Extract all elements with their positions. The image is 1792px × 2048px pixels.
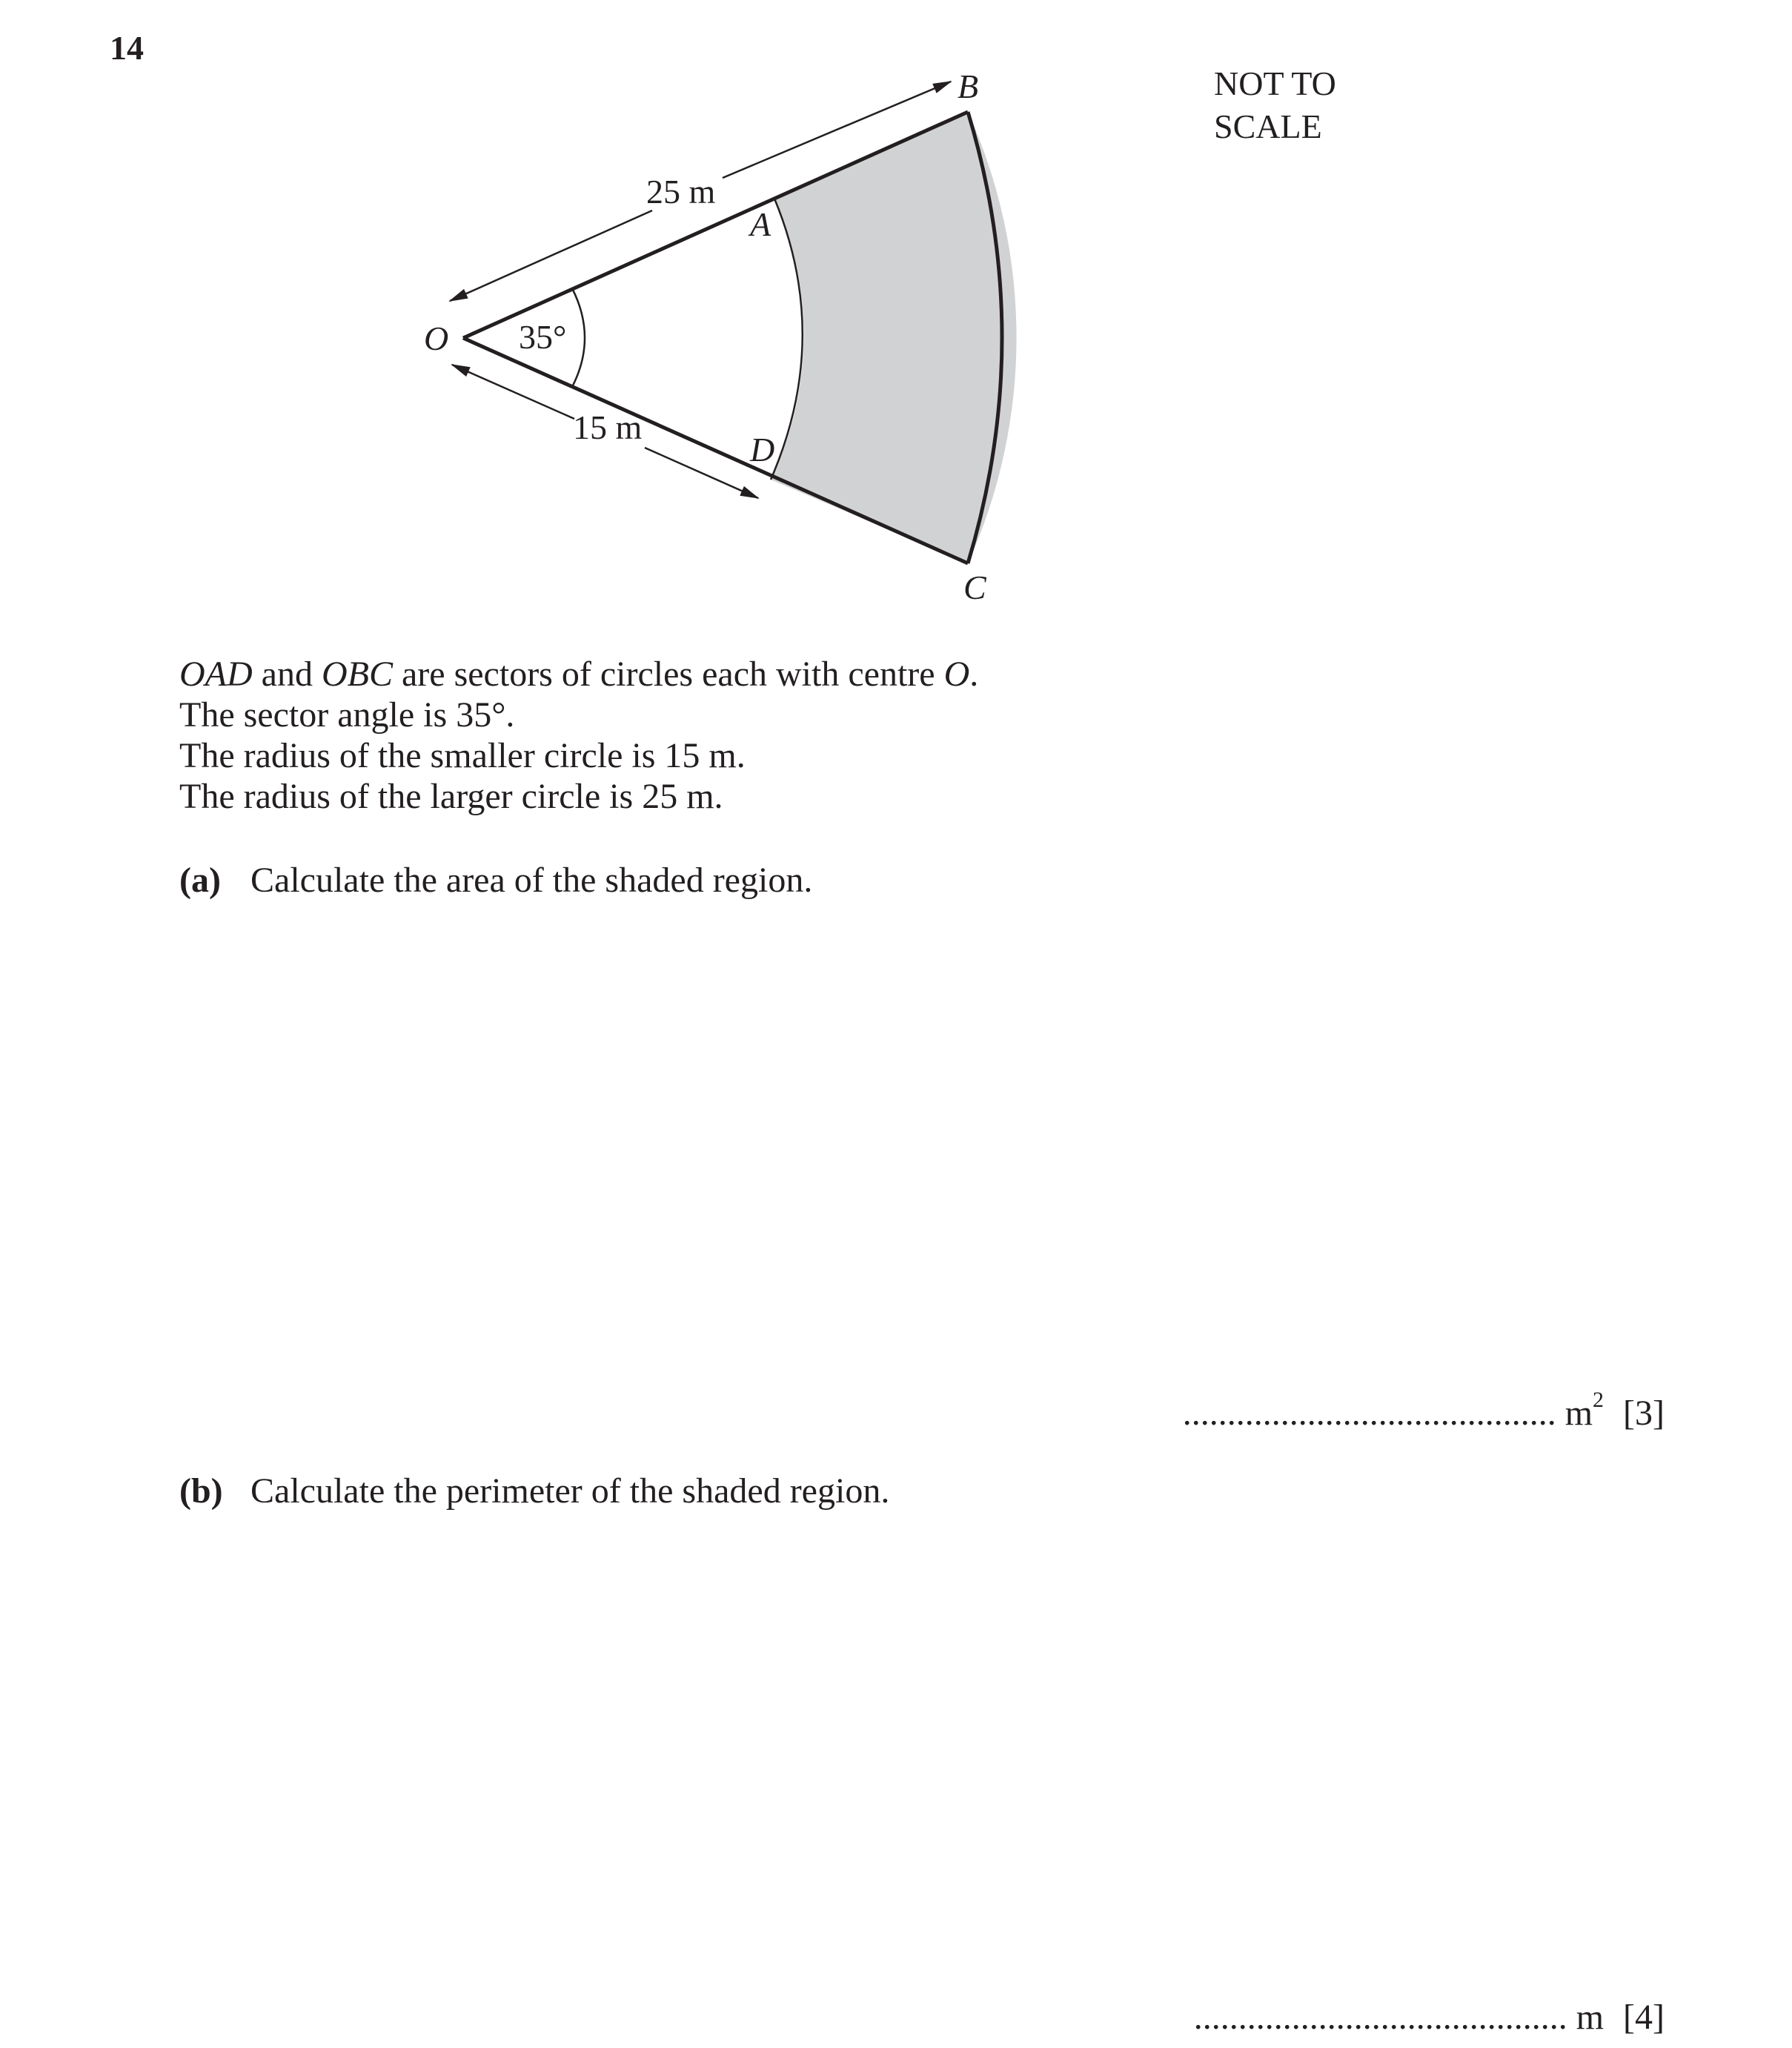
part-a-answer-unit-sup: 2: [1593, 1388, 1604, 1412]
intro-centre-o: O: [943, 655, 970, 694]
intro-text-period: .: [969, 655, 979, 694]
part-b-label: (b): [179, 1471, 223, 1511]
dimension-15m-right: [645, 448, 758, 498]
question-intro: [179, 654, 978, 817]
part-a-question: [179, 860, 812, 901]
label-15m: 15 m: [573, 408, 643, 446]
label-C: C: [963, 569, 986, 606]
part-b-answer-dots[interactable]: ..........................................: [1193, 1998, 1567, 2037]
part-a-answer-dots[interactable]: ..........................................: [1182, 1393, 1556, 1433]
intro-sector-oad: OAD: [179, 655, 253, 694]
part-a-answer-unit: m: [1564, 1393, 1593, 1433]
label-B: B: [958, 67, 979, 105]
dimension-25m-lower: [450, 211, 652, 301]
part-a-answer-line[interactable]: [1183, 1388, 1665, 1434]
intro-text-and: and: [252, 655, 322, 694]
part-a-text: Calculate the area of the shaded region.: [250, 861, 813, 900]
part-a-label: (a): [179, 861, 221, 900]
label-angle: 35°: [519, 318, 567, 356]
part-b-answer-line[interactable]: [1194, 1997, 1665, 2038]
not-to-scale-line-2: SCALE: [1214, 107, 1322, 145]
intro-sector-obc: OBC: [321, 655, 393, 694]
label-25m: 25 m: [646, 173, 716, 211]
part-b-text: Calculate the perimeter of the shaded region.: [250, 1471, 890, 1511]
label-D: D: [750, 431, 775, 468]
shaded-region: [771, 112, 1017, 563]
question-number: 14: [110, 29, 144, 67]
sector-diagram: [0, 0, 1792, 667]
part-a-marks: [3]: [1623, 1393, 1665, 1433]
intro-line-4: The radius of the larger circle is 25 m.: [179, 777, 723, 816]
intro-line-2: The sector angle is 35°.: [179, 695, 515, 735]
dimension-15m-left: [452, 365, 574, 419]
not-to-scale-line-1: NOT TO: [1214, 64, 1336, 102]
label-O: O: [424, 319, 449, 357]
part-b-question: [179, 1471, 889, 1511]
label-A: A: [750, 205, 771, 243]
part-b-marks: [4]: [1623, 1998, 1665, 2037]
intro-line-1: [179, 654, 978, 695]
intro-text-centre: are sectors of circles each with centre: [392, 655, 944, 694]
part-b-answer-unit: m: [1576, 1998, 1604, 2037]
angle-arc: [572, 288, 585, 387]
intro-line-3: The radius of the smaller circle is 15 m.: [179, 736, 746, 775]
